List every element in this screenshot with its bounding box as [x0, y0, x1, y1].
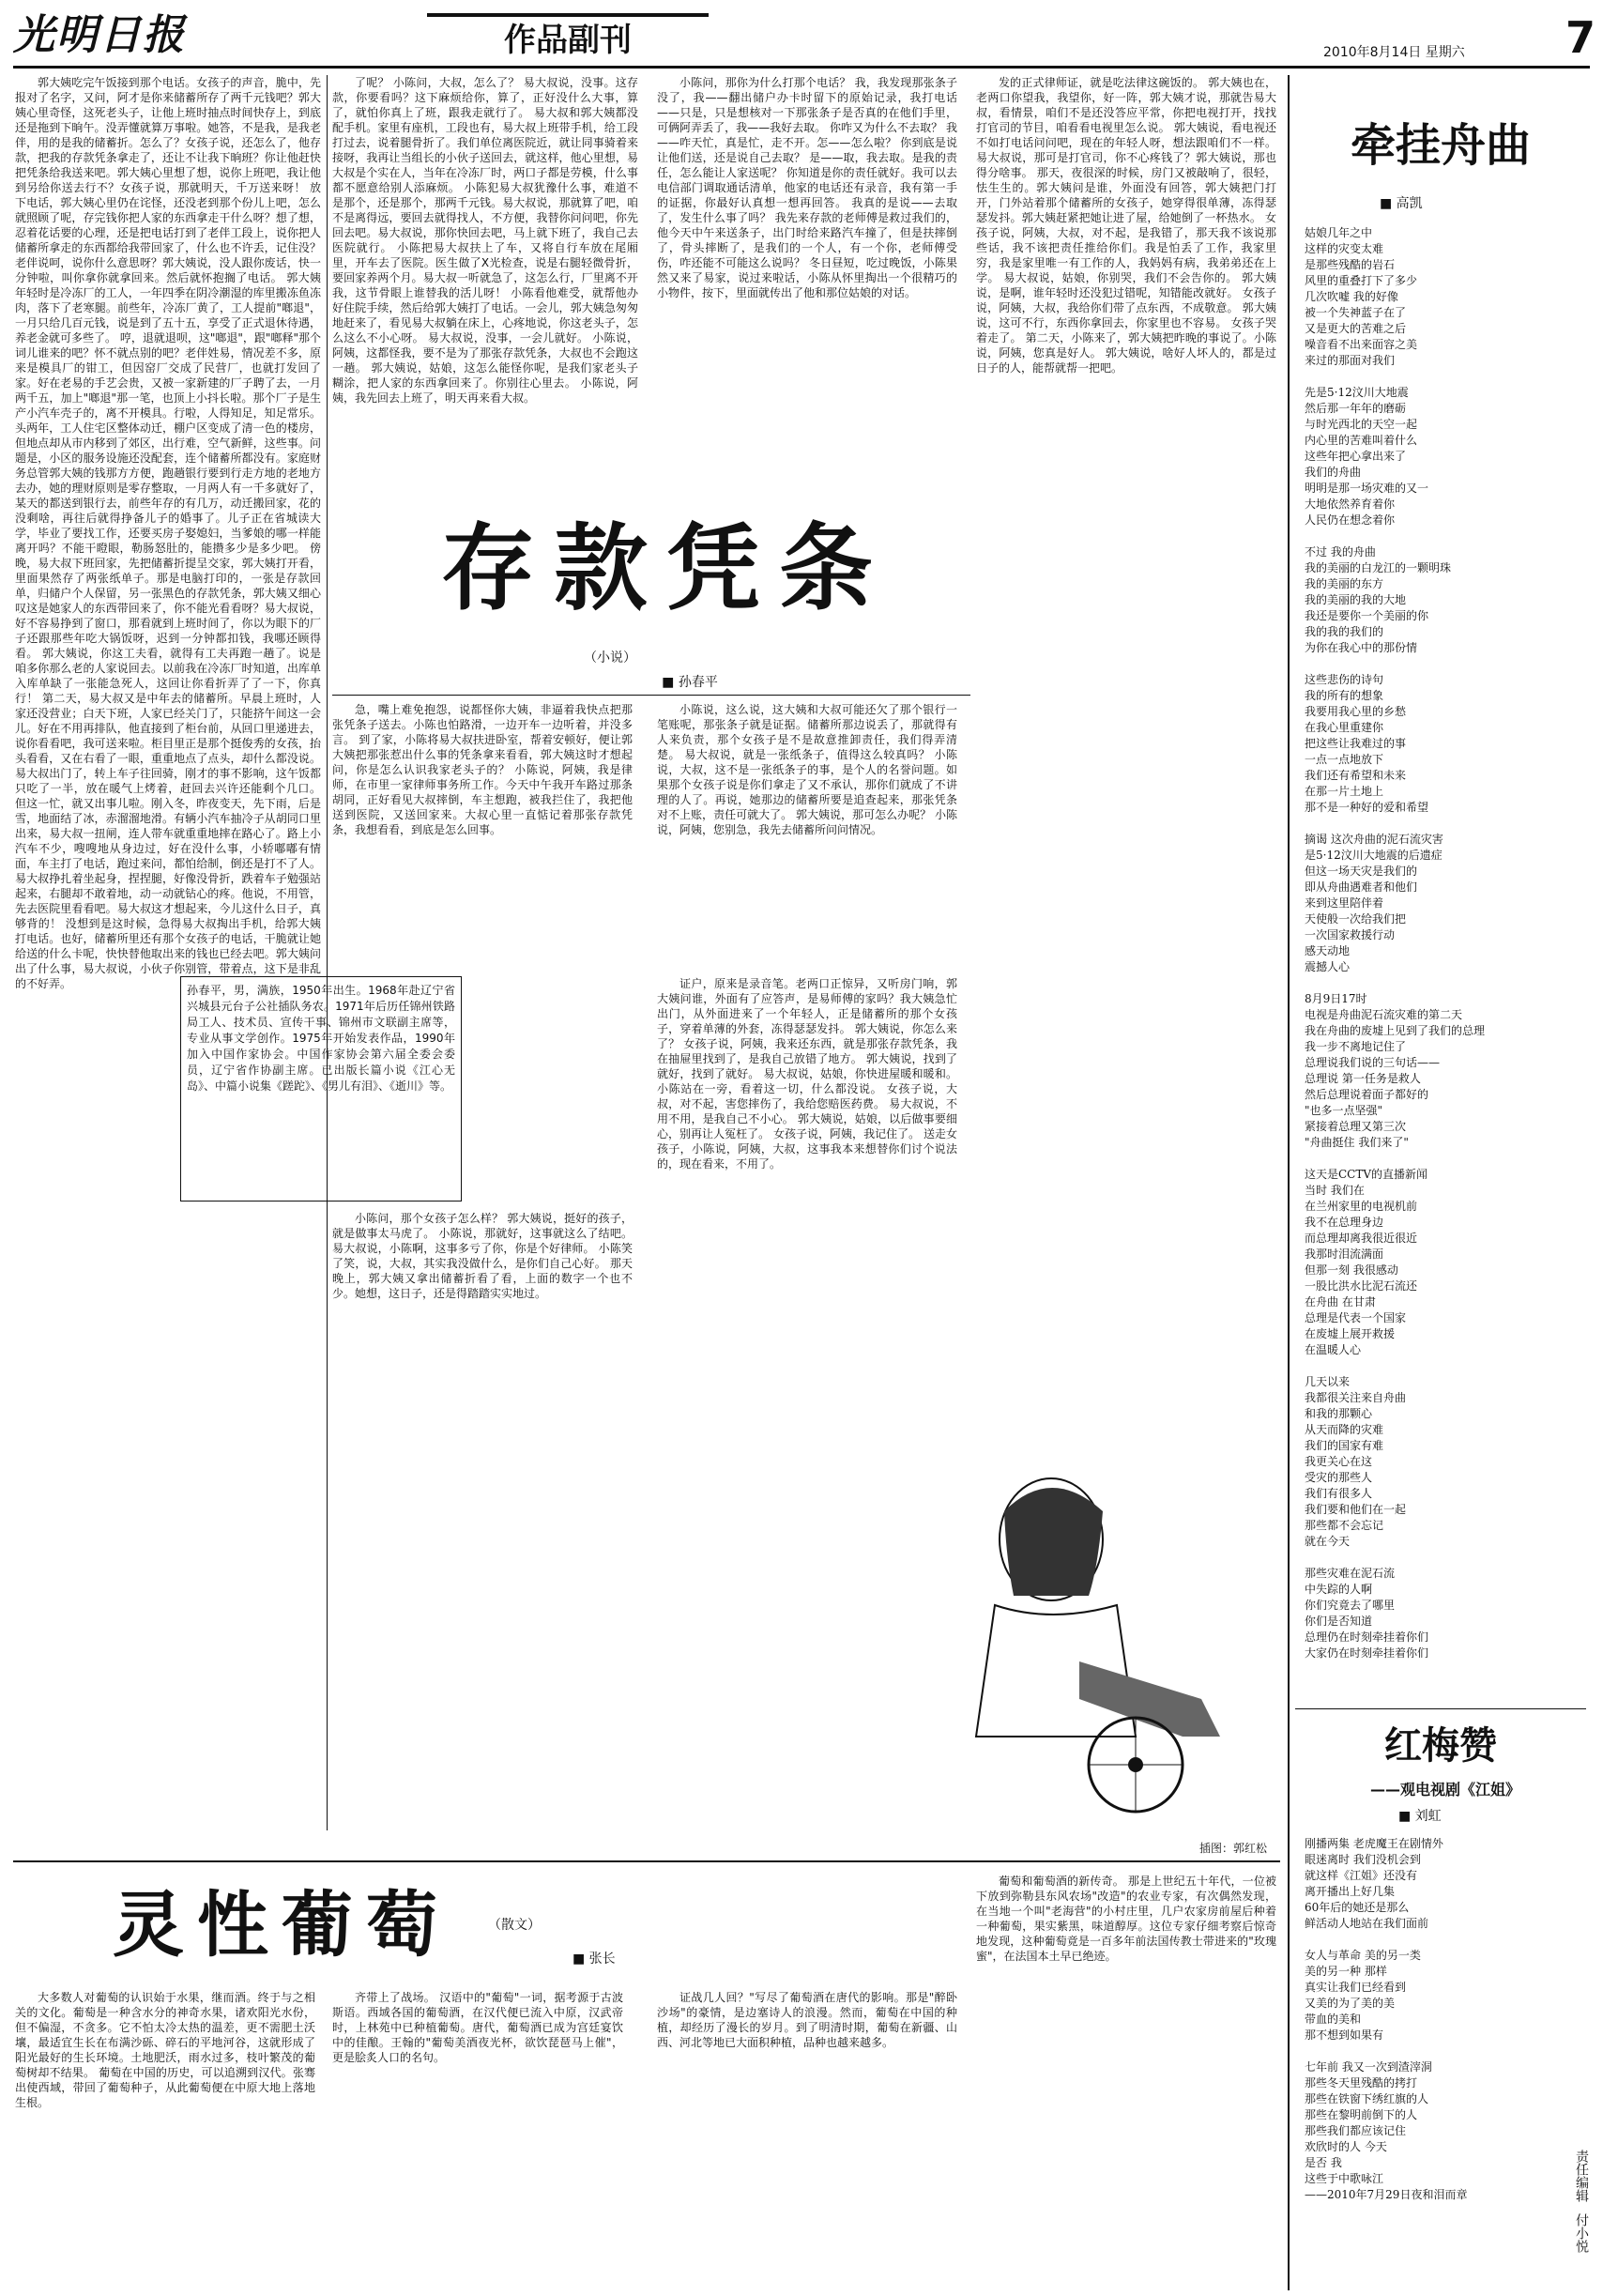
story-title: 存款凭条	[441, 513, 892, 623]
poem-line: 欢欣时的人 今天	[1305, 2140, 1387, 2153]
editor-credit	[1562, 2150, 1590, 2290]
page-number: 7	[1565, 12, 1595, 63]
poem-line: 总理说 第一任务是救人	[1305, 1072, 1421, 1085]
section-title: 作品副刊	[427, 13, 709, 60]
poem-line: 天使般一次给我们把	[1305, 912, 1407, 926]
poem-line: 我那时泪流满面	[1305, 1247, 1384, 1261]
poem-line: 来过的那面对我们	[1305, 354, 1396, 367]
poem-line: 一次国家救援行动	[1305, 928, 1396, 941]
poem-line: 明明是那一场灾难的又一	[1305, 482, 1429, 495]
story-column-3	[657, 75, 957, 488]
poem-line: 你们究竟去了哪里	[1305, 1599, 1396, 1612]
poem-line: 即从舟曲遇难者和他们	[1305, 880, 1418, 894]
poem-line: 是那些残酷的岩石	[1305, 258, 1396, 271]
poem-line: 我一步不离地记住了	[1305, 1040, 1407, 1053]
poem-line: 那不想到如果有	[1305, 2028, 1384, 2042]
poem2-title: 红梅赞	[1384, 1723, 1497, 1768]
sidebar-rule	[1295, 1708, 1586, 1709]
essay-column-5	[976, 1877, 977, 1878]
poem-line: 先是5·12汶川大地震	[1305, 386, 1409, 399]
story-text: 了呢？ 小陈问，大叔，怎么了？ 易大叔说，没事。这存款，你要看吗？这下麻烦给你，算了，正好没什么大事，算了，就怕你真上了班，跟我走就行了。 易大叔和郭大姨都没配手机。家里有座机，工段也有，易大叔上班带手机，给工段打过去，说着腿骨折了。我们单位离医院近，就让同事骑着来接呀，我再让当组长的小伙子送回去，就这样，他心里想，易大叔是个实在人，当年在冷冻厂时，两口子都是劳模，什么事都不愿意给别人添麻烦。 小陈犯易大叔犹豫什么事，难道不是那个，还是那个，那两千元钱。易大叔说，那就算了吧，咱不是离得远，要回去就得找人，不方便，我替你问问吧，你先回去吧。易大叔说，那你快回去吧，马上就下班了，我自己去医院就行。 小陈把易大叔扶上了车，又将自行车放在尾厢里，开车去了医院。医生做了X光检查，说是右腿轻微骨折，要回家养两个月。易大叔一听就急了，这怎么行，厂里离不开我，这节骨眼上谁替我的活儿呀！ 小陈看他难受，就帮他办好住院手续，然后给郭大姨打了电话。一会儿，郭大姨急匆匆地赶来了，看见易大叔躺在床上，心疼地说，你这老头子，怎么这么不小心呀。 易大叔说，没事，一会儿就好。 小陈说，阿姨，这都怪我，要不是为了那张存款凭条，大叔也不会跑这一趟。 郭大姨说，姑娘，这怎么能怪你呢，是我们家老头子糊涂，把人家的东西拿回来了。你别往心里去。 小陈说，阿姨，我先回去上班了，明天再来看大叔。	[332, 76, 638, 405]
story-illustration	[939, 1455, 1258, 1830]
column-divider	[327, 75, 328, 1830]
poem-line: 那些冬天里残酷的拷打	[1305, 2076, 1418, 2089]
poem-line: 带血的美和	[1305, 2013, 1362, 2026]
poem-line: 你们是否知道	[1305, 1615, 1373, 1628]
poem-line: 那不是一种好的爱和希望	[1305, 801, 1429, 814]
essay-text: 证战几人回？"写尽了葡萄酒在唐代的影响。那是"醉卧沙场"的豪情，是边塞诗人的浪漫。然而，葡萄在中国的种植，却经历了漫长的岁月。到了明清时期，葡萄在新疆、山西、河北等地已大面积种植，品种也越来越多。	[657, 1991, 957, 2049]
story-column-7	[657, 976, 957, 1840]
story-column-5	[332, 702, 633, 974]
poem-line: 美的另一种 那样	[1305, 1965, 1387, 1978]
poem-line: 总理是代表一个国家	[1305, 1311, 1407, 1324]
essay-text: 大多数人对葡萄的认识始于水果，继而酒。终于与之相关的文化。葡萄是一种含水分的神奇水果，诸欢阳光水份，但不偏湿，不贪多。它不怕太冷太热的温差，更不需肥土沃壤，最适宜生长在布满沙砾、碎石的平地河谷，这就形成了阳光最好的生长环境。土地肥沃，雨水过多，枝叶繁茂的葡萄树却不结果。 葡萄在中国的历史，可以追溯到汉代。张骞出使西域，带回了葡萄种子，从此葡萄便在中原大地上落地生根。	[15, 1991, 315, 2109]
poem-line: 又是更大的苦难之后	[1305, 322, 1407, 335]
poem2-body	[1305, 1836, 1558, 2287]
editor-label: 责任编辑	[1574, 2150, 1589, 2202]
header-rule	[13, 66, 1590, 69]
poem-line: 不过 我的舟曲	[1305, 545, 1376, 559]
story-column-1	[15, 75, 321, 1830]
essay-genre: （散文）	[488, 1918, 541, 1933]
story-genre: （小说）	[584, 651, 636, 666]
masthead-logo: 光明日报	[13, 11, 186, 59]
poem-line: 电视是舟曲泥石流灾难的第二天	[1305, 1008, 1463, 1021]
poem-line: 真实让我们已经看到	[1305, 1981, 1407, 1994]
poem-line: 把这些让我难过的事	[1305, 737, 1407, 750]
poem-line: 受灾的那些人	[1305, 1471, 1373, 1484]
poem-line: "舟曲挺住 我们来了"	[1305, 1136, 1409, 1149]
story-text: 小陈问，那你为什么打那个电话？ 我，我发现那张条子没了，我——翻出储户办卡时留下的原始记录，我打电话——只是，只是想核对一下那张条子是否真的在他们手里，可俩阿弄丢了，我——我好去取。 你咋又为什么不去取？ 我——咋天忙，真是忙，走不开。怎——怎么啦？ 你到底是说让他们送，还是说自己去取？ 是——取，我去取。是我的责任，怎么能让人家送呢？ 你知道是你的责任就好。我可以去电信部门调取通话清单，他家的电话还有录音，我有第一手的证据，你最好认真想一想再回答。 我真的是说——去取了，发生什么事了吗？ 我先来存款的老师傅是救过我们的，他今天中午来送条子，出门时给来路汽车撞了，但是扶摔倒了，骨头摔断了，是我们的一个人，有一个你，老师傅受伤，咋还能不可能这么说吗？ 冬日昼短，吃过晚饭，小陈果然又来了易家，说过来啦话，小陈从怀里掏出一个很精巧的小物件，按下，里面就传出了他和那位姑娘的对话。	[657, 76, 957, 299]
story-column-4	[976, 75, 1276, 1483]
poem-line: 又美的为了美的美	[1305, 1997, 1396, 2010]
poem-line	[1305, 1550, 1577, 1566]
poem-line: "也多一点坚强"	[1305, 1104, 1383, 1117]
poem-line: 大地依然养育着你	[1305, 497, 1396, 511]
essay-author: ■ 张长	[572, 1952, 616, 1967]
essay-column-2	[332, 1990, 623, 2288]
poem-line: 这些年把心拿出来了	[1305, 450, 1407, 463]
poem-line: 在温暖人心	[1305, 1343, 1362, 1356]
poem-line: 但这一场天灾是我们的	[1305, 865, 1418, 878]
essay-column-4	[657, 1874, 658, 1875]
poem-line: 从天而降的灾难	[1305, 1423, 1384, 1436]
poem-line: 为你在我心中的那份情	[1305, 641, 1418, 654]
story-text: 小陈问，那个女孩子怎么样？ 郭大姨说，挺好的孩子，就是做事太马虎了。 小陈说，那就好，这事就这么了结吧。 易大叔说，小陈啊，这事多亏了你，你是个好律师。 小陈笑了笑，说，大叔，其实我没做什么，是你们自己心好。 那天晚上，郭大姨又拿出储蓄折看了看，上面的数字一个也不少。她想，这日子，还是得踏踏实实地过。	[332, 1212, 633, 1300]
story-column-2	[332, 75, 638, 488]
section-divider	[13, 1860, 1280, 1862]
poem-line: 总理说我们说的三句话——	[1305, 1056, 1441, 1069]
poem-line: 那些灾难在泥石流	[1305, 1567, 1396, 1580]
poem-line: 离开播出上好几集	[1305, 1885, 1396, 1898]
poem-line: 我们要和他们在一起	[1305, 1503, 1407, 1516]
poem-line: 那些在铁窗下绣红旗的人	[1305, 2092, 1429, 2105]
poem-line: 我在舟曲的废墟上见到了我们的总理	[1305, 1024, 1486, 1037]
poem-line: 就这样《江姐》还没有	[1305, 1869, 1418, 1882]
poem-line: 姑娘几年之中	[1305, 226, 1373, 239]
poem-line: 60年后的她还是那么	[1305, 1901, 1410, 1914]
poem-line: 这些悲伤的诗句	[1305, 673, 1384, 686]
poem-line: 我们的舟曲	[1305, 466, 1362, 479]
poem-line: 和我的那颗心	[1305, 1407, 1373, 1420]
poem-line: 我的我的我们的	[1305, 625, 1384, 638]
poem-line: ——2010年7月29日夜和泪而章	[1305, 2188, 1468, 2201]
story-text: 发的正式律师证，就是吃法律这碗饭的。 郭大姨也在，老两口你望我，我望你，好一阵，郭大姨才说，那就告易大叔，看情景，咱们不是还没答应平常，你把电视打开，找找打官司的节目，咱看看电视里怎么说。 郭大姨说，看电视还不如打电话问问吧，现在的年轻人呀，想法跟咱们不一样。易大叔说，那可是打官司，你不心疼钱了？郭大姨说，那也得分啥事。 那天，夜很深的时候，房门又被敲响了，很轻，怯生生的。郭大姨问是谁，外面没有回答，郭大姨把门打开，门外站着那个储蓄所的女孩子，她穿得很单薄，冻得瑟瑟发抖。郭大姨赶紧把她让进了屋，给她倒了一杯热水。 女孩子说，阿姨，大叔，对不起，是我错了，那天我不该说那些话，我不该把责任推给你们。我是怕丢了工作，我家里穷，我是家里唯一有工作的人，我妈妈有病，我弟弟还在上学。 易大叔说，姑娘，你别哭，我们不会告你的。 郭大姨说，是啊，谁年轻时还没犯过错呢，知错能改就好。 女孩子说，阿姨，大叔，我给你们带了点东西，不成敬意。 郭大姨说，这可不行，东西你拿回去，你家里也不容易。 女孩子哭着走了。 第二天，小陈来了，郭大姨把昨晚的事说了。小陈说，阿姨，您真是好人。 郭大姨说，啥好人坏人的，都是过日子的人，能帮就帮一把吧。	[976, 76, 1276, 375]
poem-line: 震撼人心	[1305, 960, 1351, 973]
poem-line: 我们还有希望和未来	[1305, 769, 1407, 782]
poem-line	[1305, 1151, 1577, 1167]
poem-line: 我的美丽的我的大地	[1305, 593, 1407, 606]
poem-line: 眼迷离时 我们没机会到	[1305, 1853, 1421, 1866]
poem-line: 在我心里重建你	[1305, 721, 1384, 734]
poem-line	[1305, 528, 1577, 544]
story-author: ■ 孙春平	[662, 675, 718, 690]
poem-line: 我都很关注来自舟曲	[1305, 1391, 1407, 1404]
poem-line	[1305, 656, 1577, 672]
essay-text: 齐带上了战场。 汉语中的"葡萄"一词，据考源于古波斯语。西域各国的葡萄酒，在汉代便已流入中原，汉武帝时，上林苑中已种植葡萄。唐代，葡萄酒已成为宫廷宴饮中的佳酿。王翰的"葡萄美酒夜光杯，欲饮琵琶马上催"，更是脍炙人口的名句。	[332, 1991, 623, 2064]
sidebar-divider	[1288, 75, 1290, 2290]
dateline: 2010年8月14日 星期六	[1323, 45, 1465, 60]
poem-line: 那些都不会忘记	[1305, 1519, 1384, 1532]
poem-line: 是5·12汶川大地震的后遗症	[1305, 849, 1443, 862]
essay-column-3	[657, 1990, 957, 2288]
poem-line	[1305, 975, 1577, 991]
poem-line: 我们的国家有难	[1305, 1439, 1384, 1452]
poem-line: 当时 我们在	[1305, 1184, 1365, 1197]
poem-line: 但那一刻 我很感动	[1305, 1263, 1398, 1277]
poem-line: 就在今天	[1305, 1535, 1351, 1548]
story-text: 证户，原来是录音笔。老两口正惊异，又听房门响，郭大姨问谁，外面有了应答声，是易师傅的家吗？我大姨急忙出门，从外面进来了一个年轻人，正是储蓄所的那个女孩子，穿着单薄的外套，冻得瑟瑟发抖。 郭大姨说，你怎么来了？ 女孩子说，阿姨，我来还东西，就是那张存款凭条，我在抽屉里找到了，是我自己放错了地方。 郭大姨说，找到了就好，找到了就好。 易大叔说，姑娘，你快进屋暖和暖和。 小陈站在一旁，看着这一切，什么都没说。 女孩子说，大叔，对不起，害您摔伤了，我给您赔医药费。 易大叔说，不用不用，是我自己不小心。 郭大姨说，姑娘，以后做事要细心，别再让人冤枉了。 女孩子说，阿姨，我记住了。 送走女孩子，小陈说，阿姨，大叔，这事我本来想替你们讨个说法的，现在看来，不用了。	[657, 977, 957, 1171]
poem-line: 几次吹嘘 我的好像	[1305, 290, 1398, 303]
story-text: 郭大姨吃完午饭接到那个电话。女孩子的声音，脆中，先报对了名字，又问，阿才是你来储蓄所存了两千元钱吧？郭大姨心里奇怪，这死老头子，让他上班时抽点时间快存上，到底还是拖到下晌午。没弄懂就算万事啦。她答，不是我，是我老伴，用的是我的储蓄折。怎么了？女孩子说，还怎么了，他存款，把我的存款凭条拿走了，还让不让我下晌班？你让他赶快把凭条给我送来吧。郭大姨心里想了想，说你上班吧，我让他到另给你送去行不？女孩子说，那就明天，千万送来呀！ 放下电话，郭大姨心里仍在诧怪，还没老到那个份儿上吧，怎么就照顾了呢，存完钱你把人家的东西拿走干什么呀？想了想，忍着花话要的心理，还是把电话打到了老伴工段上，说你把人储蓄所拿走的东西都给我带回家了，什么也不许丢，记住没？老伴说呵，说你什么意思呀？郭大姨说，没人跟你废话，快一分钟啦，叫你拿你就拿回来。然后就怀抱搁了电话。 郭大姨年轻时是冷冻厂的工人，一年四季在阴冷潮湿的库里搬冻鱼冻肉，落下了老寒腿。前些年，冷冻厂黄了，工人提前"啷退"，一月只给几百元钱，说是到了五十五，享受了正式退休待遇，养老金就可多些了。 哼，退就退呗，这"啷退"，跟"啷释"那个词儿谁来的吧？怀不就点别的吧？老伴姓易，情况差不多，原来是模具厂的钳工，但因窑厂交成了民营厂，也就打发回了家。好在老易的手艺会贵，又被一家新建的厂子聘了去，一月两千五，加上"啷退"那一笔，也顶上小抖长啦。那个厂子是生产小汽车壳子的，离不开模具。行啦，人得知足，知足常乐。头两年，工人住宅区整体动迁，棚户区变成了清一色的楼房，但地点却从市内移到了郊区，出行难，空气新鲜，这些事。问题是，小区的服务设施还没配套，连个储蓄所都没有。家庭财务总管郭大姨的钱那方方便，跑趟银行要到行走方地的老地方去办，她的理财原则是零存整取，一月两人有一千多就好了，某天的都送到银行去，前些年存的有几万，动迁搬回家，花的没剩啥，再往后就得挣备儿子的婚事了。儿子正在省城读大学，毕业了要找工作，还要买房子娶媳妇，当爹娘的哪一样能离开吗？不能干瞪眼，勒肠怒肚的，能攒多少是多少吧。 傍晚，易大叔下班回家，先把储蓄折提呈交家，郭大姨打开看，里面果然存了两张纸单子。那是电脑打印的，一张是存款回单，归储户个人保留，另一张黑色的存款凭条，郭大姨又细心叹这是她家人的东西带回来了，你不能光看看呀？易大叔说，好不容易挣到了窗口，那看就到上班时间了，你以为眼下的厂子还跟那些年吃大锅饭呀，迟到一分钟都扣钱，我哪还顾得看。 郭大姨说，你这工夫看，就得有工夫再跑一趟了。说是咱多你那么老的人家说回去。以前我在冷冻厂时知道，出库单入库单缺了一张能急死人，这回让你看折弄了了一下，你真行！ 第二天，易大叔又是中年去的储蓄所。早晨上班时，人家还没营业；白天下班，人家已经关门了，只能挤午间这一会儿。好在不用再排队，他直接到了柜台前，从回口里递进去，说你看看吧，我可送来啦。柜目里正是那个挺俊秀的女孩，抬头看看，又在右看了一眼，重重地点了点头，却什么都没说。易大叔出门了，转上车子往回骑，刚才的事不影响，这午饭都只吃了一半，放在暖气上烤着，赶回去兴许还能剩个几口。 但这一忙，就又出事儿啦。刚入冬，昨夜变天，先下雨，后是雪，地面结了冰，赤溜溜地滑。有辆小汽车抽冷子从胡同口里出来，易大叔一扭闸，连人带车就重重地摔在路心了。路上小汽车不少，嗖嗖地从身边过，好在没什么事，小轿嘟嘟有情面，车主打了电话，跑过来问，都怕给制，倒还是打不了人。易大叔挣扎着坐起身，捏捏腿，好像没骨折，跌着车子勉强站起来，右腿却不敢着地，动一动就钻心的疼。他说，不用管，先去医院里看看吧。易大叔这才想起来，今儿这什么日子，真够背的！ 没想到是这时候，急得易大叔掏出手机，给郭大姨打电话。也好，储蓄所里还有那个女孩子的电话，干脆就让她给送的什么卡呢，快快替他取出来的钱也已经去吧。郭大姨问出了什么事，易大叔说，小伙子你别管，带着点，这下是非乱的不好弄。	[15, 76, 321, 990]
essay-column-4b	[976, 1874, 1276, 2288]
poem-line: 来到这里陪伴着	[1305, 896, 1384, 910]
poem-line: 中失踪的人啊	[1305, 1583, 1373, 1596]
poem-line: 然后总理说着面子都好的	[1305, 1088, 1429, 1101]
poem-line: 这些于中歌咏江	[1305, 2172, 1384, 2185]
poem-line: 风里的重叠打下了多少	[1305, 274, 1418, 287]
story-column-8	[332, 1211, 633, 1830]
poem-line: 我还是要你一个美丽的你	[1305, 609, 1429, 622]
poem-line: 刚播两集 老虎魔王在剧情外	[1305, 1837, 1443, 1850]
poem-line: 这样的灾变太难	[1305, 242, 1384, 255]
poem-line	[1305, 2043, 1558, 2059]
poem2-author: ■ 刘虹	[1398, 1809, 1442, 1824]
title-divider	[332, 695, 970, 696]
poem-line: 那些在黎明前倒下的人	[1305, 2108, 1418, 2121]
editor-name: 付小悦	[1574, 2213, 1589, 2254]
poem-line: 内心里的苦难叫着什么	[1305, 434, 1418, 447]
poem-line: 在兰州家里的电视机前	[1305, 1200, 1418, 1213]
poem-line: 我的美丽的白龙江的一颗明珠	[1305, 561, 1452, 574]
poem-line: 女人与革命 美的另一类	[1305, 1949, 1421, 1962]
poem-line: 我的美丽的东方	[1305, 577, 1384, 590]
poem-line: 紧接着总理又第三次	[1305, 1120, 1407, 1133]
poem-line	[1305, 1932, 1558, 1948]
poem-line	[1305, 369, 1577, 385]
author-bio: 孙春平，男，满族，1950年出生。1968年赴辽宁省兴城县元台子公社插队务农。1971年后历任锦州铁路局工人、技术员、宣传干事、锦州市文联副主席等，专业从事文学创作。1975年开始发表作品，1990年加入中国作家协会。中国作家协会第六届全委会委员，辽宁省作协副主席。已出版长篇小说《江心无岛》、中篇小说集《蹉跎》、《男儿有泪》、《逝川》等。	[180, 976, 462, 1202]
essay-title: 灵性葡萄	[113, 1883, 450, 1967]
poem-line: 在那一片土地上	[1305, 785, 1384, 798]
poem-line: 我要用我心里的乡愁	[1305, 705, 1407, 718]
poem-line: 这天是CCTV的直播新闻	[1305, 1168, 1428, 1181]
poem-line: 噪音看不出来面容之美	[1305, 338, 1418, 351]
poem-line: 一股比洪水比泥石流还	[1305, 1279, 1418, 1293]
story-text: 小陈说，这么说，这大姨和大叔可能还欠了那个银行一笔账呢，那张条子就是证据。储蓄所那边说丢了，那就得有人来负责，那个女孩子是不是故意推卸责任，我们得弄清楚。 易大叔说，就是一张纸条子，值得这么较真吗？ 小陈说，大叔，这不是一张纸条子的事，是个人的名誉问题。如果那个女孩子说是你们拿走了又不承认，那你们就成了不讲理的人了。再说，她那边的储蓄所要是追查起来，那张凭条对不上账，责任可就大了。 郭大姨说，那可怎么办呢？ 小陈说，阿姨，您别急，我先去储蓄所问问情况。	[657, 703, 957, 836]
poem1-body	[1305, 225, 1577, 1699]
poem-line: 七年前 我又一次到渣滓洞	[1305, 2060, 1432, 2074]
poem-line	[1305, 816, 1577, 832]
poem-line: 总理仍在时刻牵挂着你们	[1305, 1630, 1429, 1644]
poem-line: 感天动地	[1305, 944, 1351, 957]
illustration-caption: 插图：郭红松	[1198, 1842, 1267, 1855]
poem-line: 在废墟上展开救援	[1305, 1327, 1396, 1340]
poem-line: 与时光西北的天空一起	[1305, 418, 1418, 431]
poem-line: 大家仍在时刻牵挂着你们	[1305, 1646, 1429, 1660]
poem-line: 我不在总理身边	[1305, 1216, 1384, 1229]
essay-text: 葡萄和葡萄酒的新传奇。 那是上世纪五十年代，一位被下放到弥勒县东风农场"改造"的农业专家，有次偶然发现，在当地一个叫"老海营"的小村庄里，几户农家房前屋后种着一种葡萄，果实紫黑，味道醇厚。这位专家仔细考察后惊奇地发现，这种葡萄竟是一百多年前法国传教士带进来的"玫瑰蜜"，在法国本土早已绝迹。	[976, 1875, 1276, 1963]
poem-line: 人民仍在想念着你	[1305, 513, 1396, 527]
poem2-subtitle: ——观电视剧《江姐》	[1369, 1781, 1520, 1799]
poem-line: 摘谒 这次舟曲的泥石流灾害	[1305, 833, 1443, 846]
poem-line	[1305, 1358, 1577, 1374]
poem-line: 几天以来	[1305, 1375, 1351, 1388]
poem-line: 我的所有的想象	[1305, 689, 1384, 702]
poem-line: 8月9日17时	[1305, 992, 1367, 1005]
essay-column-1	[15, 1990, 315, 2288]
poem-line: 我们有很多人	[1305, 1487, 1373, 1500]
story-text: 急，嘴上难免抱怨，说都怪你大姨，非逼着我快点把那张凭条子送去。小陈也怕路滑，一边开车一边听着，并没多言。 到了家，小陈将易大叔扶进卧室，帮着安顿好，便让郭大姨把那张惹出什么事的凭条拿来看看，郭大姨这时才想起问，你是怎么认识我家老头子的？ 小陈说，阿姨，我是律师，在市里一家律师事务所工作。今天中午我开车路过那条胡同，正好看见大叔摔倒，车主想跑，被我拦住了，我把他送到医院，又送回家来。大叔心里一直惦记着那张存款凭条，我想看看，到底是怎么回事。	[332, 703, 633, 836]
poem1-author: ■ 高凯	[1380, 196, 1423, 211]
poem-line: 鲜活动人地站在我们面前	[1305, 1917, 1429, 1930]
poem-line: 被一个失神蓝子在了	[1305, 306, 1407, 319]
poem1-title: 牵挂舟曲	[1350, 119, 1531, 172]
poem-line: 而总理却离我很近很近	[1305, 1232, 1418, 1245]
poem-line: 是否 我	[1305, 2156, 1342, 2169]
poem-line: 然后那一年年的磨砺	[1305, 402, 1407, 415]
story-column-6	[657, 702, 957, 974]
poem-line: 我更关心在这	[1305, 1455, 1373, 1468]
poem-line: 一点一点地放下	[1305, 753, 1384, 766]
poem-line: 那些我们都应该记住	[1305, 2124, 1407, 2137]
poem-line: 在舟曲 在甘肃	[1305, 1295, 1376, 1309]
